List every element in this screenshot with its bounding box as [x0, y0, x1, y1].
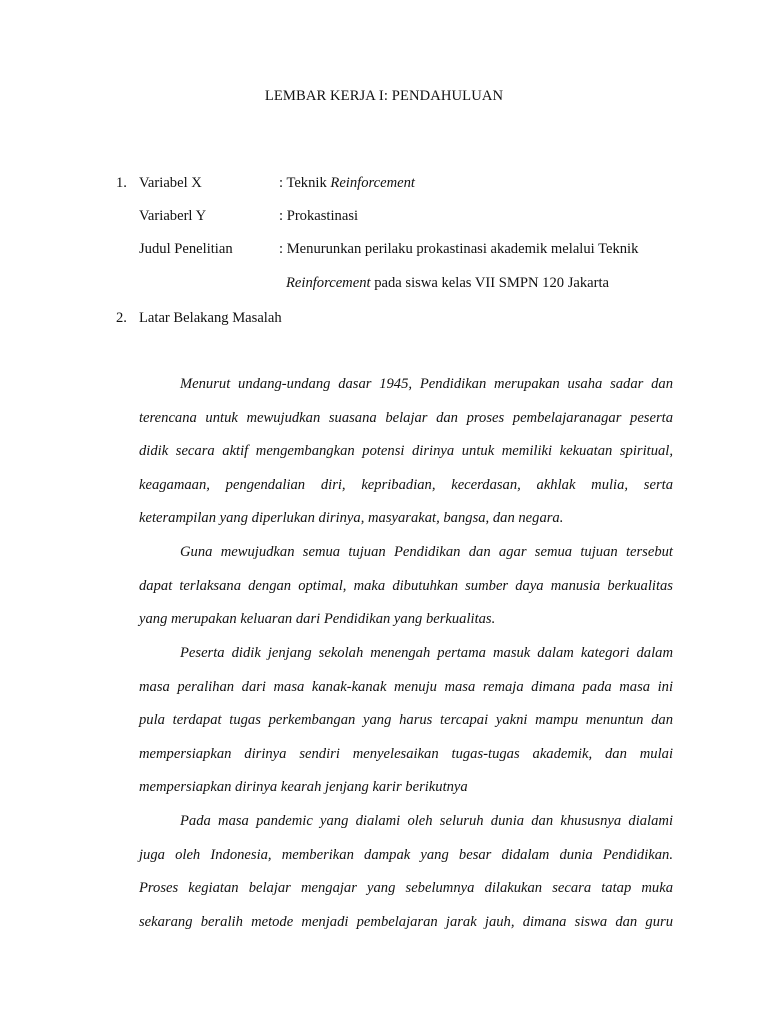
paragraph-2: [139, 536, 673, 637]
paragraph-line: keagamaan, pengendalian diri, kepribadian, kecerdasan, akhlak mulia, serta: [139, 476, 673, 493]
paragraph-4: [139, 805, 673, 939]
paragraph-line: Peserta didik jenjang sekolah menengah pertama masuk dalam kategori dalam: [180, 645, 673, 661]
paragraph-line: yang merupakan keluaran dari Pendidikan yang berkualitas.: [139, 611, 496, 628]
item-2-number: 2.: [116, 310, 127, 326]
paragraph-line: Proses kegiatan belajar mengajar yang sebelumnya dilakukan secara tatap muka: [139, 880, 673, 897]
page-title: LEMBAR KERJA I: PENDAHULUAN: [264, 88, 504, 104]
variable-x-prefix: : Teknik: [279, 175, 331, 191]
paragraph-line: masa peralihan dari masa kanak-kanak menuju masa remaja dimana pada masa ini: [139, 678, 673, 695]
paragraph-line: Pada masa pandemic yang dialami oleh seluruh dunia dan khususnya dialami: [180, 813, 673, 829]
paragraph-3: [139, 637, 673, 805]
variable-x-label: Variabel X: [139, 175, 202, 191]
paragraph-line: juga oleh Indonesia, memberikan dampak yang besar didalam dunia Pendidikan.: [139, 846, 673, 863]
background-heading: Latar Belakang Masalah: [139, 310, 282, 326]
paragraph-line: dapat terlaksana dengan optimal, maka dibutuhkan sumber daya manusia berkualitas: [139, 577, 673, 594]
paragraph-line: terencana untuk mewujudkan suasana belajar dan proses pembelajaranagar peserta: [139, 409, 673, 426]
research-title-value: : Menurunkan perilaku prokastinasi akademik melalui Teknik: [279, 241, 639, 257]
research-title-continuation: [286, 275, 609, 292]
research-title-label: Judul Penelitian: [139, 241, 233, 257]
variable-x-italic: Reinforcement: [330, 175, 415, 191]
variable-y-label: Variaberl Y: [139, 208, 207, 224]
paragraph-line: didik secara aktif mengembangkan potensi dirinya untuk memiliki kekuatan spiritual,: [139, 443, 673, 460]
research-title-rest: pada siswa kelas VII SMPN 120 Jakarta: [370, 275, 610, 291]
variable-y-value: : Prokastinasi: [279, 208, 359, 224]
research-title-italic: Reinforcement: [286, 275, 371, 291]
paragraph-line: keterampilan yang diperlukan dirinya, masyarakat, bangsa, dan negara.: [139, 510, 564, 527]
paragraph-1: [139, 368, 673, 536]
paragraph-line: mempersiapkan dirinya kearah jenjang karir berikutnya: [139, 779, 468, 796]
item-1-number: 1.: [116, 175, 127, 191]
paragraph-line: Menurut undang-undang dasar 1945, Pendidikan merupakan usaha sadar dan: [180, 376, 673, 392]
paragraph-line: mempersiapkan dirinya sendiri menyelesaikan tugas-tugas akademik, dan mulai: [139, 745, 673, 762]
paragraph-line: Guna mewujudkan semua tujuan Pendidikan dan agar semua tujuan tersebut: [180, 544, 673, 560]
paragraph-line: pula terdapat tugas perkembangan yang harus tercapai yakni mampu menuntun dan: [139, 712, 673, 729]
variable-x-value: [279, 175, 415, 192]
paragraph-line: sekarang beralih metode menjadi pembelajaran jarak jauh, dimana siswa dan guru: [139, 913, 673, 930]
